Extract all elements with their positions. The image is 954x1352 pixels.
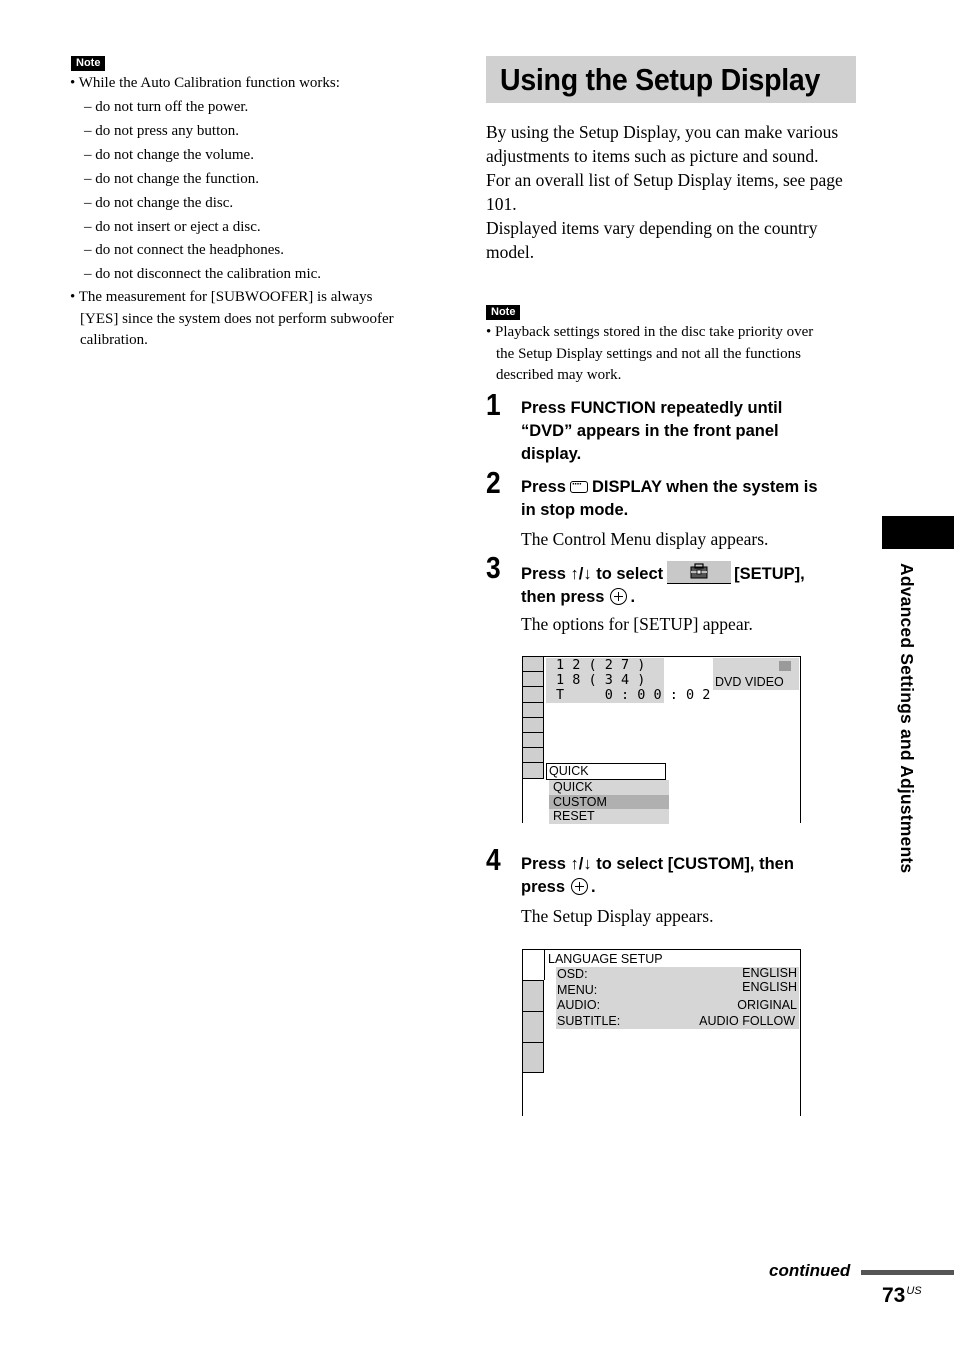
toolbox-icon bbox=[667, 561, 731, 584]
note-line: the Setup Display settings and not all the functions bbox=[496, 345, 801, 362]
step-text-part: [SETUP], bbox=[734, 565, 805, 583]
note-badge: Note bbox=[486, 305, 520, 320]
setting-value: ORIGINAL bbox=[737, 998, 797, 1012]
step-text-part: DISPLAY when the system is bbox=[591, 478, 818, 496]
step-line bbox=[521, 586, 856, 609]
setting-value: ENGLISH bbox=[742, 966, 797, 980]
step-instruction bbox=[521, 476, 856, 522]
step-line bbox=[521, 476, 856, 499]
setting-value: ENGLISH bbox=[742, 980, 797, 994]
step-text-part: Press ↑/↓ to select bbox=[521, 565, 664, 583]
setup-options-list bbox=[549, 780, 669, 824]
menu-icon bbox=[523, 657, 544, 672]
menu-icon bbox=[523, 672, 544, 687]
list-item: – do not insert or eject a disc. bbox=[84, 218, 261, 235]
step-text-part: . bbox=[630, 588, 636, 606]
page-number bbox=[882, 1284, 922, 1308]
setup-category-icon bbox=[523, 980, 544, 1012]
option-reset[interactable]: RESET bbox=[553, 809, 595, 823]
media-type-box bbox=[713, 658, 799, 690]
setting-label: SUBTITLE: bbox=[557, 1014, 621, 1028]
continued-label: continued bbox=[769, 1261, 851, 1280]
step-line: Press ↑/↓ to select [CUSTOM], then bbox=[521, 855, 794, 873]
chapter-tab-marker bbox=[882, 516, 954, 549]
list-item: – do not disconnect the calibration mic. bbox=[84, 266, 322, 283]
setting-value: AUDIO FOLLOW bbox=[699, 1014, 795, 1028]
step-instruction bbox=[521, 853, 856, 899]
step-line bbox=[521, 876, 856, 899]
enter-button-icon bbox=[610, 588, 627, 605]
step-text-part: Press bbox=[521, 478, 566, 496]
setup-category-icon bbox=[523, 1043, 544, 1073]
intro-paragraph: Displayed items vary depending on the country model. bbox=[486, 218, 818, 262]
step-text-part: . bbox=[591, 878, 596, 896]
subwoofer-note bbox=[70, 287, 450, 352]
note-line: described may work. bbox=[496, 367, 622, 384]
step-result: The Setup Display appears. bbox=[521, 906, 714, 926]
setting-label: MENU: bbox=[557, 983, 598, 997]
icon-column-top bbox=[523, 950, 545, 980]
page-title: Using the Setup Display bbox=[500, 62, 821, 97]
step-line: in stop mode. bbox=[521, 501, 629, 519]
step-instruction bbox=[521, 397, 856, 466]
setting-label: OSD: bbox=[557, 967, 588, 981]
chapter-line: 1 8 ( 3 4 ) bbox=[556, 672, 646, 688]
setup-field[interactable]: QUICK bbox=[546, 763, 666, 780]
continued-bar bbox=[861, 1270, 954, 1275]
note-line: calibration. bbox=[80, 332, 148, 348]
step-number: 3 bbox=[486, 550, 501, 585]
page-suffix: US bbox=[906, 1285, 922, 1297]
step-text-part: then press bbox=[521, 588, 605, 606]
step-instruction bbox=[521, 561, 856, 609]
setting-row-subtitle[interactable] bbox=[556, 1013, 799, 1029]
setup-icon-column bbox=[523, 980, 544, 1073]
list-item: – do not turn off the power. bbox=[84, 99, 249, 115]
menu-icon bbox=[523, 687, 544, 702]
option-custom[interactable]: CUSTOM bbox=[549, 795, 669, 810]
menu-icon bbox=[523, 763, 544, 778]
calibration-restrictions-list bbox=[84, 96, 321, 287]
note-line: • Playback settings stored in the disc take priority over bbox=[486, 324, 814, 340]
list-item: – do not press any button. bbox=[84, 122, 239, 139]
menu-icon bbox=[523, 718, 544, 733]
step-text-part: press bbox=[521, 878, 566, 896]
step-line: Press FUNCTION repeatedly until bbox=[521, 399, 783, 417]
language-settings-table bbox=[556, 967, 799, 1029]
note-line: • The measurement for [SUBWOOFER] is always bbox=[70, 289, 373, 305]
step-line bbox=[521, 561, 856, 586]
playback-status bbox=[546, 657, 711, 703]
step-number: 1 bbox=[486, 387, 501, 422]
intro-paragraph: By using the Setup Display, you can make various adjustments to items such as picture and sound. bbox=[486, 122, 839, 166]
playback-note bbox=[486, 322, 858, 387]
time-line: T 0 : 0 0 : 0 2 bbox=[556, 687, 711, 703]
intro-paragraph: For an overall list of Setup Display items, see page 101. bbox=[486, 170, 843, 214]
setting-row-audio[interactable] bbox=[556, 997, 799, 1013]
control-menu-screen bbox=[522, 656, 801, 823]
menu-icon bbox=[523, 703, 544, 718]
calibration-note-bullet: • While the Auto Calibration function works: bbox=[70, 75, 340, 91]
page-number-value: 73 bbox=[882, 1284, 906, 1307]
note-line: [YES] since the system does not perform subwoofer bbox=[80, 310, 394, 327]
media-indicator-icon bbox=[779, 661, 791, 671]
control-menu-icon-column bbox=[523, 657, 544, 779]
list-item: – do not connect the headphones. bbox=[84, 242, 284, 259]
step-line: display. bbox=[521, 445, 582, 463]
step-result: The Control Menu display appears. bbox=[521, 529, 769, 549]
step-line: “DVD” appears in the front panel bbox=[521, 422, 779, 440]
media-type-label: DVD VIDEO bbox=[715, 675, 784, 689]
note-badge: Note bbox=[71, 56, 105, 71]
setup-category-icon bbox=[523, 1012, 544, 1043]
title-chapter-line: 1 2 ( 2 7 ) bbox=[556, 657, 646, 673]
setup-heading: LANGUAGE SETUP bbox=[548, 952, 663, 966]
setting-label: AUDIO: bbox=[557, 998, 601, 1012]
list-item: – do not change the function. bbox=[84, 170, 259, 187]
step-number: 4 bbox=[486, 842, 501, 877]
list-item: – do not change the volume. bbox=[84, 146, 254, 163]
list-item: – do not change the disc. bbox=[84, 194, 234, 211]
menu-icon bbox=[523, 733, 544, 748]
intro-text bbox=[486, 120, 858, 264]
step-number: 2 bbox=[486, 465, 501, 500]
setting-row-menu[interactable] bbox=[556, 982, 799, 997]
display-button-icon bbox=[570, 481, 588, 493]
section-title-bar bbox=[486, 56, 856, 103]
menu-icon bbox=[523, 748, 544, 763]
enter-button-icon bbox=[571, 878, 588, 895]
setup-display-screen bbox=[522, 949, 801, 1116]
step-result: The options for [SETUP] appear. bbox=[521, 614, 753, 634]
option-quick[interactable]: QUICK bbox=[553, 780, 593, 794]
chapter-side-label: Advanced Settings and Adjustments bbox=[897, 563, 917, 874]
